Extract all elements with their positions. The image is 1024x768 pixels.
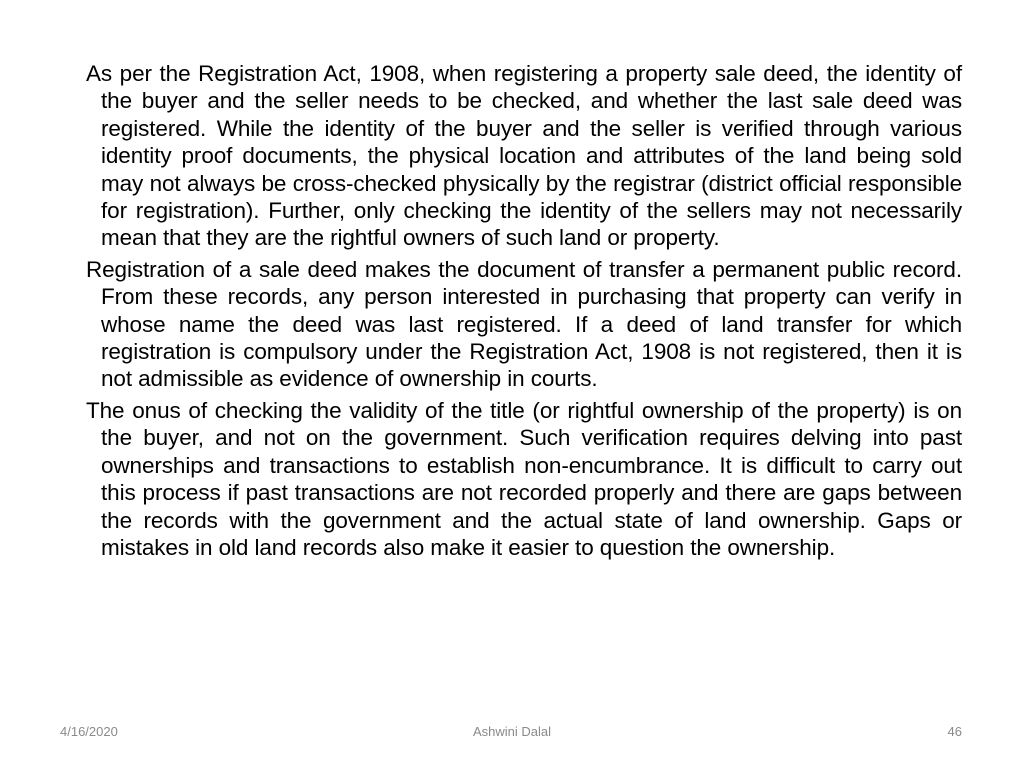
slide-body <box>86 60 962 565</box>
paragraph-registration-act: As per the Registration Act, 1908, when registering a property sale deed, the identity of the buyer and the seller needs to be checked, and whether the last sale deed was registered. While the identity of the buyer and the seller is verified through various identity proof documents, the physical location and attributes of the land being sold may not always be cross-checked physically by the registrar (district official responsible for registration). Further, only checking the identity of the sellers may not necessarily mean that they are the rightful owners of such land or property. <box>86 61 962 251</box>
paragraph-sale-deed-record: Registration of a sale deed makes the document of transfer a permanent public record. From these records, any person interested in purchasing that property can verify in whose name the deed was last registered. If a deed of land transfer for which registration is compulsory under the Registration Act, 1908 is not registered, then it is not admissible as evidence of ownership in courts. <box>86 256 962 392</box>
footer-page-number: 46 <box>947 724 962 739</box>
footer-author: Ashwini Dalal <box>472 724 552 739</box>
paragraph-onus-of-title: The onus of checking the validity of the title (or rightful ownership of the property) is on the buyer, and not on the government. Such verification requires delving into past ownerships and transactions to establish non-encumbrance. It is difficult to carry out this process if past transactions are not recorded properly and there are gaps between the records with the government and the actual state of land ownership. Gaps or mistakes in old land records also make it easier to question the ownership. <box>86 397 962 560</box>
footer-date: 4/16/2020 <box>60 724 118 739</box>
